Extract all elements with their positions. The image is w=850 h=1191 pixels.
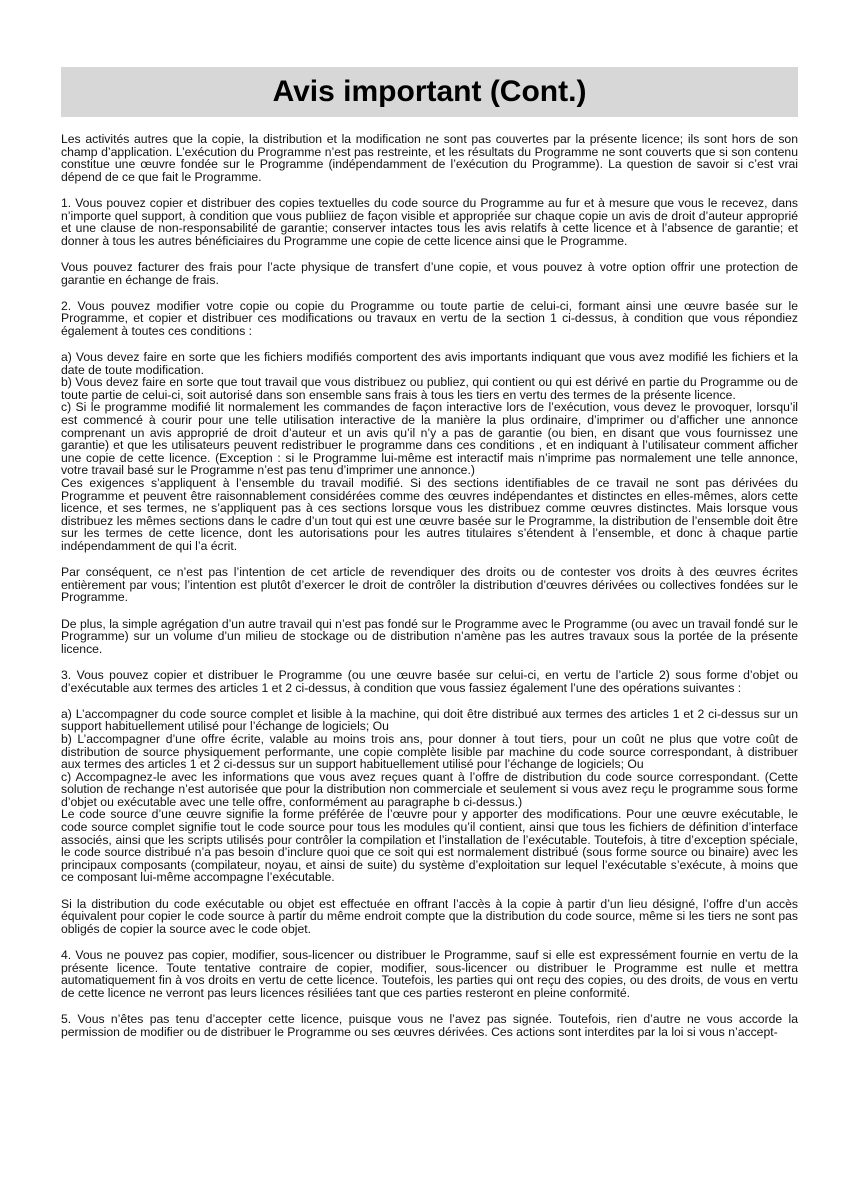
paragraph-fees: Vous pouvez facturer des frais pour l’acte physique de transfert d’une copie, et vous pouvez à votre option offrir une protection de garantie en échange de frais. (61, 259, 798, 287)
paragraph-section-5: 5. Vous n’êtes pas tenu d’accepter cette licence, puisque vous ne l’avez pas signée. Toutefois, rien d’autre ne vous accorde la permission de modifier ou de distribuer le Programme ou ses œuvres dérivées. Ces actions sont interdites par la loi si vous n’accept- (61, 1011, 798, 1039)
paragraph-requirements: Ces exigences s’appliquent à l’ensemble du travail modifié. Si des sections identifiables de ce travail ne sont pas dérivées du Programme et peuvent être raisonnablement considérées comme des œuvres indépendantes et distinctes en elles-mêmes, alors cette licence, et ses termes, ne s’appliquent pas à ces sections lorsque vous les distribuez comme œuvres distinctes. Mais lorsque vous distribuez les mêmes sections dans le cadre d’un tout qui est une œuvre basée sur le Programme, la distribution de l’ensemble doit être sur les termes de cette licence, dont les autorisations pour les autres titulaires s’étendent à l’ensemble, et donc à chaque partie indépendamment de qui l’a écrit. (61, 476, 798, 553)
document-body (61, 133, 798, 1038)
paragraph-section-2a: a) Vous devez faire en sorte que les fichiers modifiés comportent des avis importants indiquant que vous avez modifié les fichiers et la date de toute modification. (61, 350, 798, 377)
paragraph-section-3: 3. Vous pouvez copier et distribuer le Programme (ou une œuvre basée sur celui-ci, en vertu de l’article 2) sous forme d’objet ou d’exécutable aux termes des articles 1 et 2 ci-dessus, à condition que vous fassiez également l’une des opérations suivantes : (61, 667, 798, 695)
title-bar (61, 67, 798, 117)
paragraph-section-2b: b) Vous devez faire en sorte que tout travail que vous distribuez ou publiez, qui contient ou qui est dérivé en partie du Programme ou de toute partie de celui-ci, soit autorisé dans son ensemble sans frais à tous les tiers en vertu des termes de la présente licence. (61, 375, 798, 402)
paragraph-scope: Les activités autres que la copie, la distribution et la modification ne sont pas couvertes par la présente licence; ils sont hors de son champ d’application. L’exécution du Programme n’est pas restreinte, et les résultats du Programme ne sont couverts que si son contenu constitue une œuvre fondée sur le Programme (indépendamment de l’exécution du Programme). La question de savoir si c’est vrai dépend de ce que fait le Programme. (61, 132, 798, 184)
paragraph-section-2: 2. Vous pouvez modifier votre copie ou copie du Programme ou toute partie de celui-ci, formant ainsi une œuvre basée sur le Programme, et copier et distribuer ces modifications ou travaux en vertu de la section 1 ci-dessus, à condition que vous répondiez également à toutes ces conditions : (61, 298, 798, 338)
paragraph-section-3b: b) L’accompagner d’une offre écrite, valable au moins trois ans, pour donner à tout tiers, pour un coût ne plus que votre coût de distribution de source physiquement performante, une copie complète lisible par machine du code source correspondant, à distribuer aux termes des articles 1 et 2 ci-dessus sur un support habituellement utilisé pour l’échange de logiciels; Ou (61, 731, 798, 772)
paragraph-intent: Par conséquent, ce n’est pas l’intention de cet article de revendiquer des droits ou de contester vos droits à des œuvres écrites entièrement par vous; l’intention est plutôt d’exercer le droit de contrôler la distribution d’œuvres dérivées ou collectives fondées sur le Programme. (61, 565, 798, 605)
paragraph-source-code: Le code source d’une œuvre signifie la forme préférée de l’œuvre pour y apporter des modifications. Pour une œuvre exécutable, le code source complet signifie tout le code source pour tous les modules qu’il contient, ainsi que tous les fichiers de définition d’interface associés, ainsi que les scripts utilisés pour contrôler la compilation et l’installation de l’exécutable. Toutefois, à titre d’exception spéciale, le code source distribué n’a pas besoin d’inclure quoi que ce soit qui est normalement distribué (sous forme source ou binaire) avec les principaux composants (compilateur, noyau, et ainsi de suite) du système d’exploitation sur lequel l’exécutable s’exécute, à moins que ce composant lui-même accompagne l’exécutable. (61, 807, 798, 885)
paragraph-section-4: 4. Vous ne pouvez pas copier, modifier, sous-licencer ou distribuer le Programme, sauf si elle est expressément fournie en vertu de la présente licence. Toute tentative contraire de copier, modifier, sous-licencer ou distribuer le Programme est nulle et mettra automatiquement fin à vos droits en vertu de cette licence. Toutefois, les parties qui ont reçu des copies, ou des droits, de vous en vertu de cette licence ne verront pas leurs licences résiliées tant que ces parties resteront en pleine conformité. (61, 948, 798, 1000)
paragraph-section-2c: c) Si le programme modifié lit normalement les commandes de façon interactive lors de l’exécution, vous devez le provoquer, lorsqu’il est commencé à courir pour une telle utilisation interactive de la manière la plus ordinaire, d’imprimer ou d’afficher une annonce comprenant un avis approprié de droit d’auteur et un avis qu’il n’y a pas de garantie (ou bien, en disant que vous fournissez une garantie) et que les utilisateurs peuvent redistribuer le programme dans ces conditions , et en indiquant à l’utilisateur comment afficher une copie de cette licence. (Exception : si le Programme lui-même est interactif mais n’imprime pas normalement une telle annonce, votre travail basé sur le Programme n’est pas tenu d’imprimer une annonce.) (61, 400, 798, 478)
paragraph-aggregation: De plus, la simple agrégation d’un autre travail qui n’est pas fondé sur le Programme avec le Programme (ou avec un travail fondé sur le Programme) sur un volume d’un milieu de stockage ou de distribution n’amène pas les autres travaux sous la portée de la présente licence. (61, 616, 798, 656)
page-title: Avis important (Cont.) (272, 75, 587, 108)
paragraph-section-3a: a) L’accompagner du code source complet et lisible à la machine, qui doit être distribué aux termes des articles 1 et 2 ci-dessus sur un support habituellement utilisé pour l’échange de logiciels; Ou (61, 706, 798, 734)
paragraph-distribution-access: Si la distribution du code exécutable ou objet est effectuée en offrant l’accès à la copie à partir d’un lieu désigné, l’offre d’un accès équivalent pour copier le code source à partir du même endroit compte que la distribution du code source, même si les tiers ne sont pas obligés de copier la source avec le code objet. (61, 896, 798, 936)
paragraph-section-3c: c) Accompagnez-le avec les informations que vous avez reçues quant à l’offre de distribution du code source correspondant. (Cette solution de rechange n’est autorisée que pour la distribution non commerciale et seulement si vous avez reçu le programme sous forme d’objet ou exécutable avec une telle offre, conformément au paragraphe b ci-dessus.) (61, 769, 798, 809)
paragraph-section-1: 1. Vous pouvez copier et distribuer des copies textuelles du code source du Programme au fur et à mesure que vous le recevez, dans n’importe quel support, à condition que vous publiiez de façon visible et appropriée sur chaque copie un avis de droit d’auteur approprié et une clause de non-responsabilité de garantie; conserver intactes tous les avis relatifs à cette licence et à l’absence de garantie; et donner à tous les autres bénéficiaires du Programme une copie de cette licence ainsi que le Programme. (61, 195, 798, 248)
